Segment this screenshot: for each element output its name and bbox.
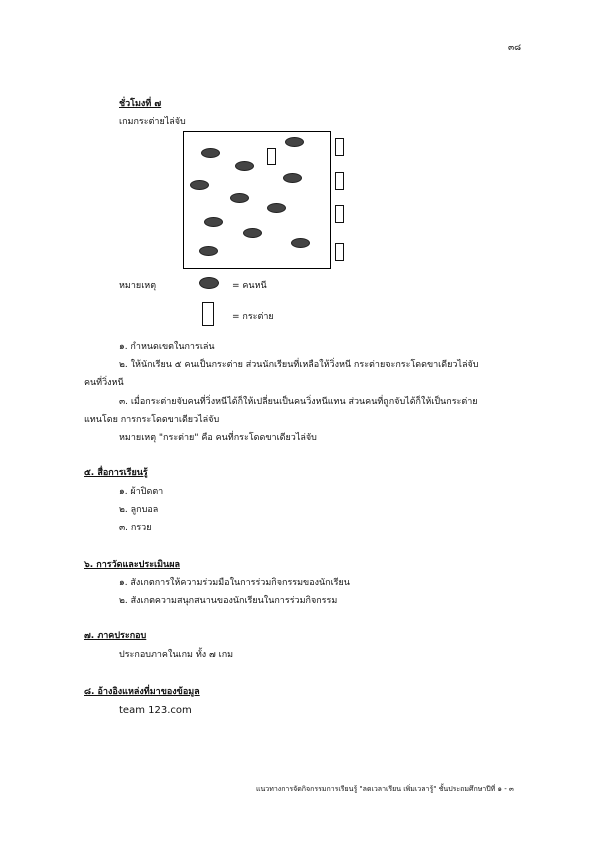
step-note: หมายเหตุ "กระต่าย" คือ คนที่กระโดดขาเดียวไล่จับ <box>119 433 317 443</box>
material-item: ๑. ผ้าปิดตา <box>119 487 164 497</box>
evaluation-item: ๒. สังเกตความสนุกสนานของนักเรียนในการร่วมกิจกรรม <box>119 596 338 606</box>
runner-marker <box>285 137 304 147</box>
step-3: ๓. เมื่อกระต่ายจับคนที่วิ่งหนีได้ก็ให้เปลี่ยนเป็นคนวิ่งหนีแทน ส่วนคนที่ถูกจับได้ก็ให้เป็นกระต่าย <box>119 397 478 407</box>
runner-marker <box>199 246 218 256</box>
step-3-cont: แทนโดย การกระโดดขาเดียวไล่จับ <box>84 415 220 425</box>
materials-heading: ๕. สื่อการเรียนรู้ <box>84 468 148 478</box>
runner-marker <box>235 161 254 171</box>
step-2-cont: คนที่วิ่งหนี <box>84 378 124 388</box>
legend-rabbit-text: = กระต่าย <box>232 312 274 322</box>
game-title: เกมกระต่ายไล่จับ <box>119 117 186 127</box>
material-item: ๓. กรวย <box>119 523 152 533</box>
legend-runner-text: = คนหนี <box>232 281 267 291</box>
rabbit-marker <box>335 243 344 261</box>
runner-marker <box>190 180 209 190</box>
runner-marker <box>204 217 223 227</box>
legend-runner-icon <box>199 277 219 289</box>
appendix-text: ประกอบภาคในเกม ทั้ง ๗ เกม <box>119 650 234 660</box>
runner-marker <box>267 203 286 213</box>
runner-marker <box>291 238 310 248</box>
step-2: ๒. ให้นักเรียน ๕ คนเป็นกระต่าย ส่วนนักเรียนที่เหลือให้วิ่งหนี กระต่ายจะกระโดดขาเดียวไล่จับ <box>119 360 479 370</box>
references-text: team 123.com <box>119 705 192 716</box>
legend-label: หมายเหตุ <box>119 281 157 291</box>
rabbit-marker <box>335 138 344 156</box>
rabbit-marker <box>335 205 344 223</box>
runner-marker <box>283 173 302 183</box>
evaluation-heading: ๖. การวัดและประเมินผล <box>84 560 180 570</box>
page-footer: แนวทางการจัดกิจกรรมการเรียนรู้ "ลดเวลาเรียน เพิ่มเวลารู้" ชั้นประถมศึกษาปีที่ ๑ - ๓ <box>256 785 514 793</box>
appendix-heading: ๗. ภาคประกอบ <box>84 631 147 641</box>
step-1: ๑. กำหนดเขตในการเล่น <box>119 342 215 352</box>
rabbit-marker <box>267 148 276 165</box>
rabbit-marker <box>335 172 344 190</box>
legend-rabbit-icon <box>202 302 214 326</box>
runner-marker <box>201 148 220 158</box>
page-number: ๓๘ <box>508 43 522 53</box>
evaluation-item: ๑. สังเกตการให้ความร่วมมือในการร่วมกิจกรรมของนักเรียน <box>119 578 350 588</box>
runner-marker <box>243 228 262 238</box>
references-heading: ๘. อ้างอิงแหล่งที่มาของข้อมูล <box>84 687 200 697</box>
hour-title: ชั่วโมงที่ ๗ <box>119 99 162 109</box>
runner-marker <box>230 193 249 203</box>
material-item: ๒. ลูกบอล <box>119 505 159 515</box>
